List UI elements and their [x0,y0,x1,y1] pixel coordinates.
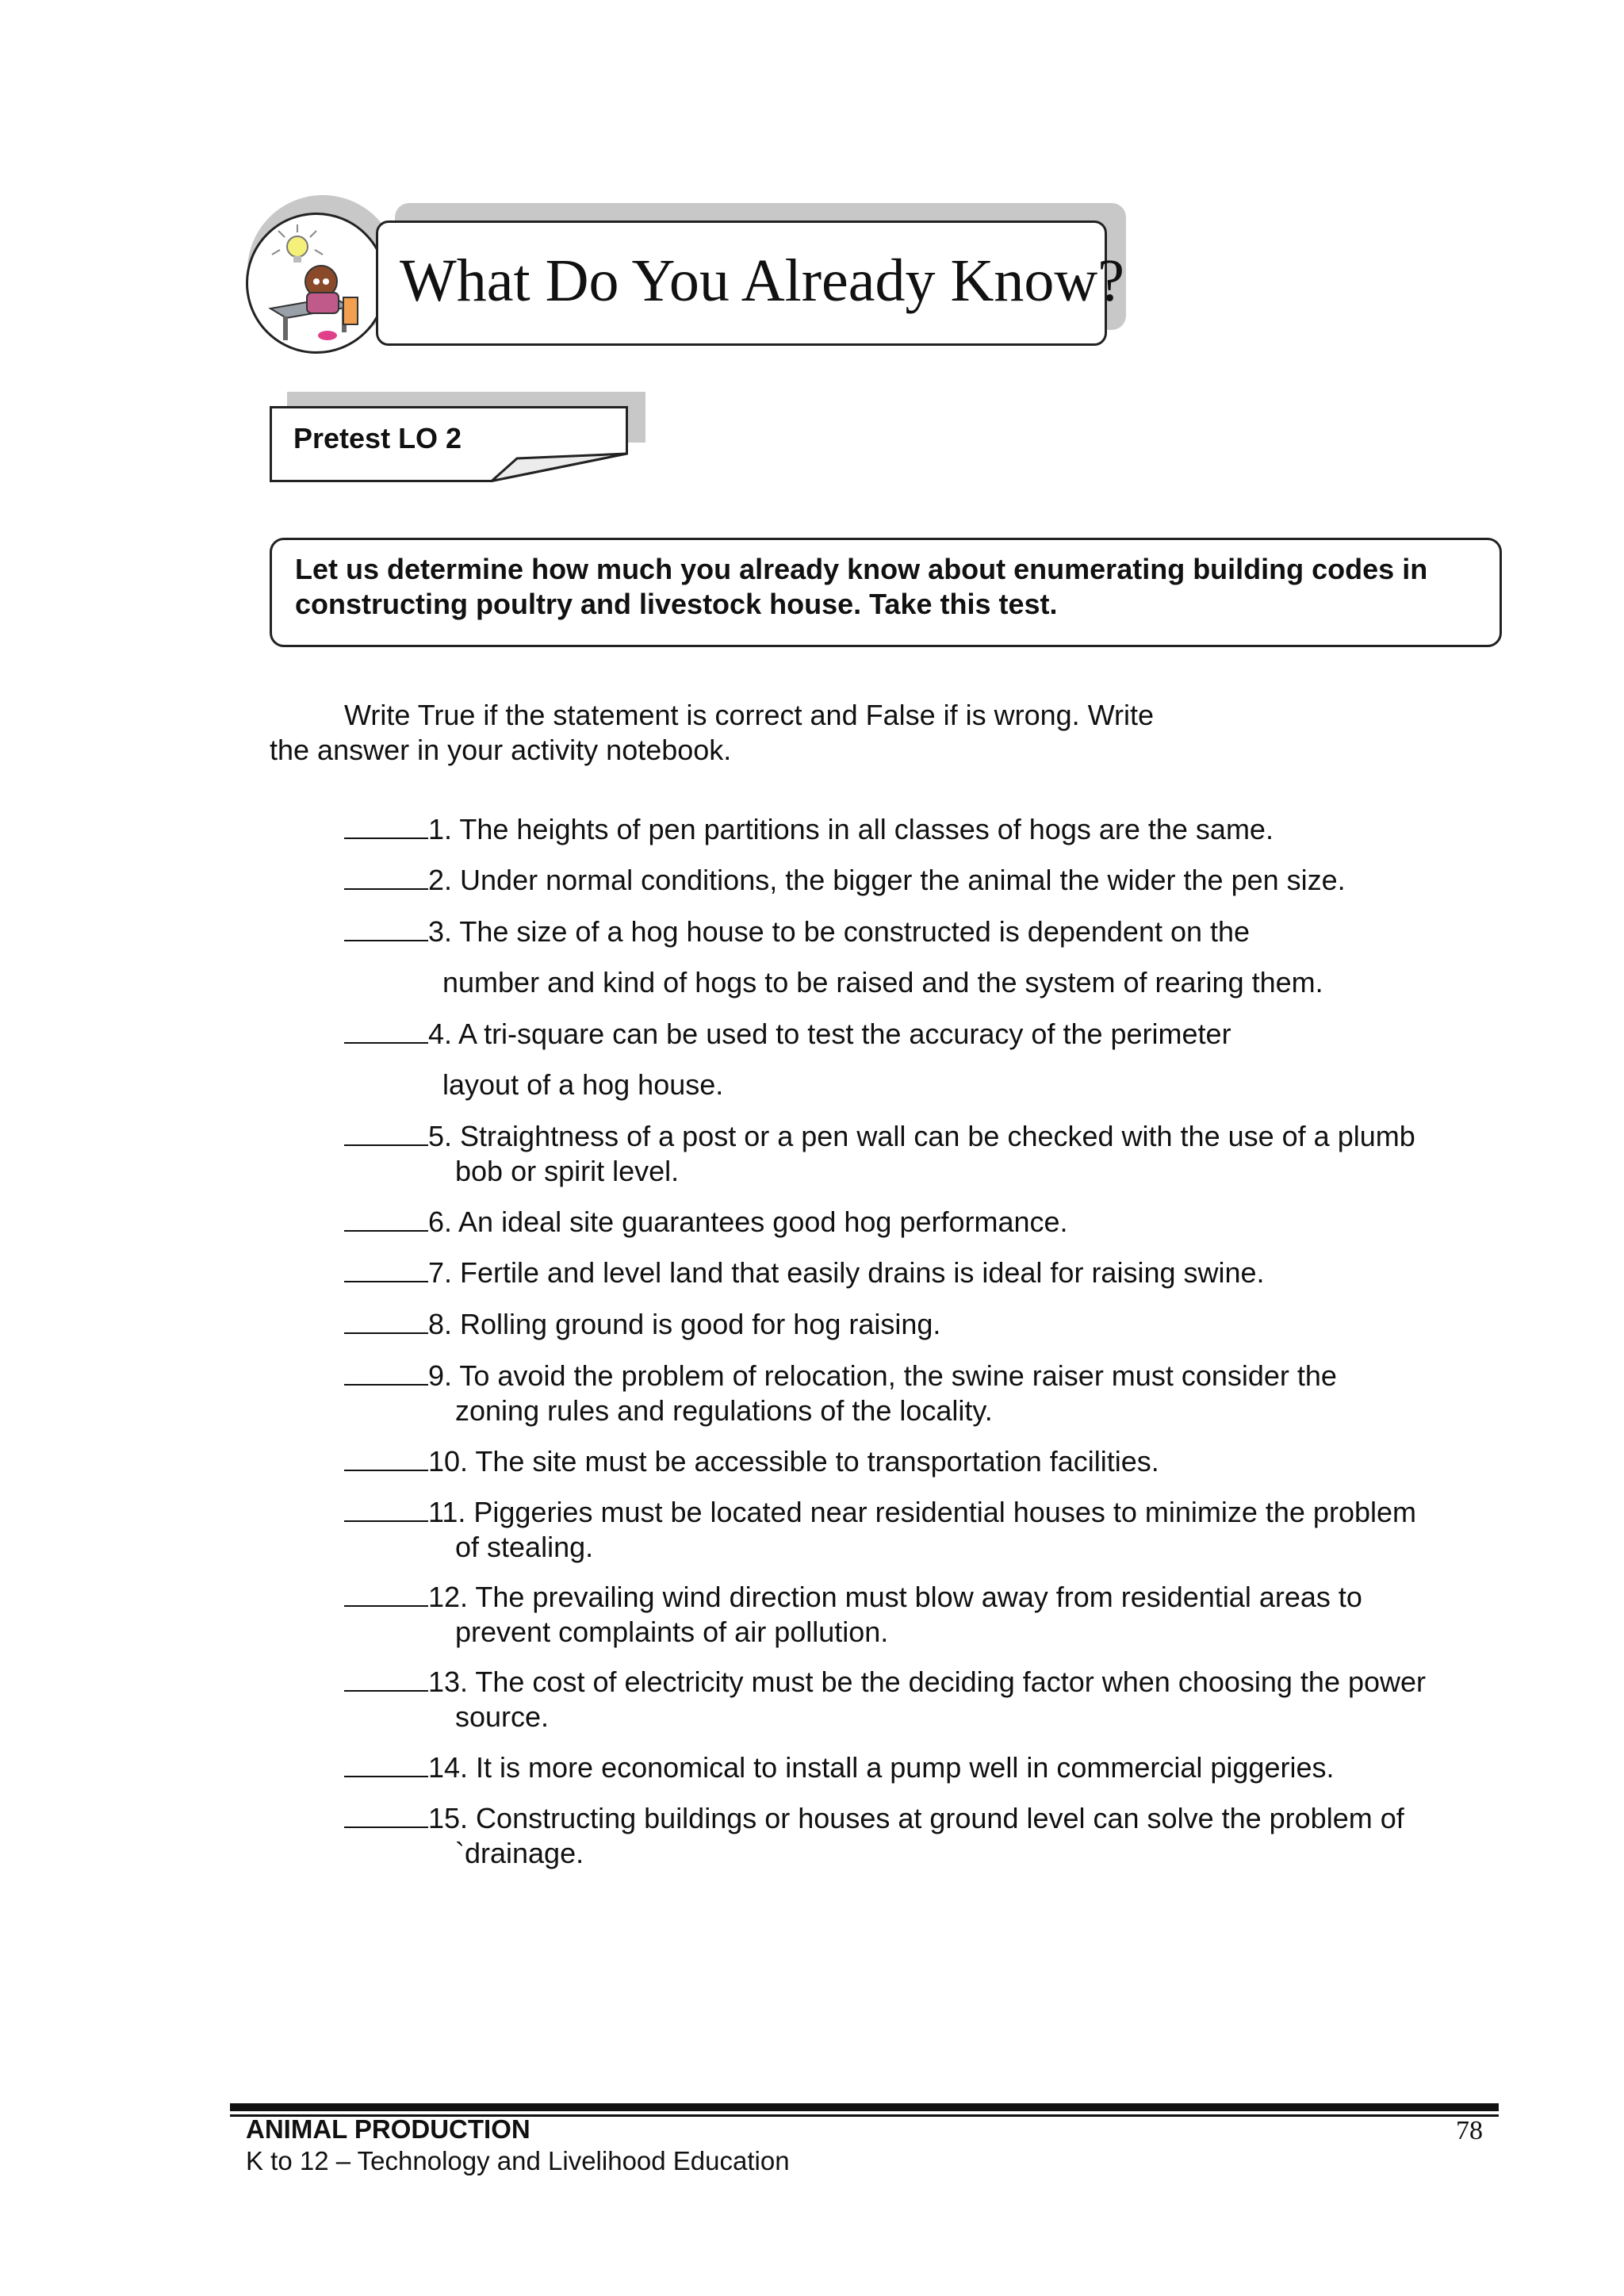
list-item [344,1495,1502,1565]
list-item [344,1665,1502,1734]
question-text: 12. The prevailing wind direction must blow away from residential areas to [428,1581,1362,1613]
question-text: 9. To avoid the problem of relocation, the swine raiser must consider the [428,1359,1337,1392]
list-item [344,863,1502,898]
list-item [344,1017,1502,1102]
page-number: 78 [1456,2116,1483,2145]
answer-blank [344,1752,428,1777]
answer-blank [344,916,428,941]
answer-blank [344,1018,428,1044]
footer-rule [230,2103,1499,2111]
list-item [344,914,1502,1000]
list-item [344,812,1502,847]
question-text-continued: bob or spirit level. [455,1155,680,1187]
answer-blank [344,1803,428,1828]
list-item [344,1205,1502,1240]
answer-blank [344,1121,428,1146]
list-item [344,1359,1502,1428]
page-title: What Do You Already Know? [400,247,1125,314]
student-at-desk-icon [246,213,387,354]
pretest-label: Pretest LO 2 [293,422,462,454]
question-text: 5. Straightness of a post or a pen wall can be checked with the use of a plumb [428,1120,1415,1152]
question-text: 4. A tri-square can be used to test the accuracy of the perimeter [428,1018,1231,1050]
question-text: 7. Fertile and level land that easily drains is ideal for raising swine. [428,1256,1265,1289]
question-text: 14. It is more economical to install a pump well in commercial piggeries. [428,1751,1335,1784]
answer-blank [344,1497,428,1522]
question-text-continued: number and kind of hogs to be raised and the system of rearing them. [442,966,1323,999]
footer-course: K to 12 – Technology and Livelihood Education [246,2146,790,2175]
answer-blank [344,1446,428,1471]
answer-blank [344,1257,428,1282]
question-text-continued: source. [455,1700,550,1733]
list-item [344,1119,1502,1189]
question-text-continued: `drainage. [455,1837,584,1869]
answer-blank [344,814,428,839]
question-text: 1. The heights of pen partitions in all classes of hogs are the same. [428,813,1274,845]
answer-blank [344,864,428,890]
question-text-continued: of stealing. [455,1531,594,1563]
question-text: 2. Under normal conditions, the bigger the animal the wider the pen size. [428,864,1346,896]
intro-text: Let us determine how much you already know about enumerating building codes in constructing poultry and livestock house. Take this test. [295,553,1428,620]
question-text-continued: zoning rules and regulations of the locality. [455,1394,993,1427]
answer-blank [344,1206,428,1232]
list-item [344,1801,1502,1871]
answer-blank [344,1360,428,1386]
instructions [270,698,1269,768]
list-item [344,1255,1502,1290]
answer-blank [344,1581,428,1607]
list-item [344,1750,1502,1785]
list-item [344,1444,1502,1479]
question-text: 11. Piggeries must be located near residential houses to minimize the problem [428,1496,1416,1528]
footer-subject: ANIMAL PRODUCTION [246,2114,530,2144]
question-text: 6. An ideal site guarantees good hog performance. [428,1205,1068,1238]
question-text: 13. The cost of electricity must be the deciding factor when choosing the power [428,1665,1427,1698]
answer-blank [344,1666,428,1692]
answer-blank [344,1309,428,1334]
list-item [344,1580,1502,1650]
question-text: 8. Rolling ground is good for hog raising. [428,1308,941,1340]
question-text-continued: layout of a hog house. [442,1068,724,1101]
question-text: 3. The size of a hog house to be constructed is dependent on the [428,915,1251,948]
list-item [344,1307,1502,1342]
instructions-line-2: the answer in your activity notebook. [270,734,732,766]
question-text: 15. Constructing buildings or houses at ground level can solve the problem of [428,1802,1404,1834]
instructions-line-1: Write True if the statement is correct and False if is wrong. Write [344,699,1155,731]
question-text-continued: prevent complaints of air pollution. [455,1616,889,1648]
question-text: 10. The site must be accessible to transportation facilities. [428,1445,1159,1478]
